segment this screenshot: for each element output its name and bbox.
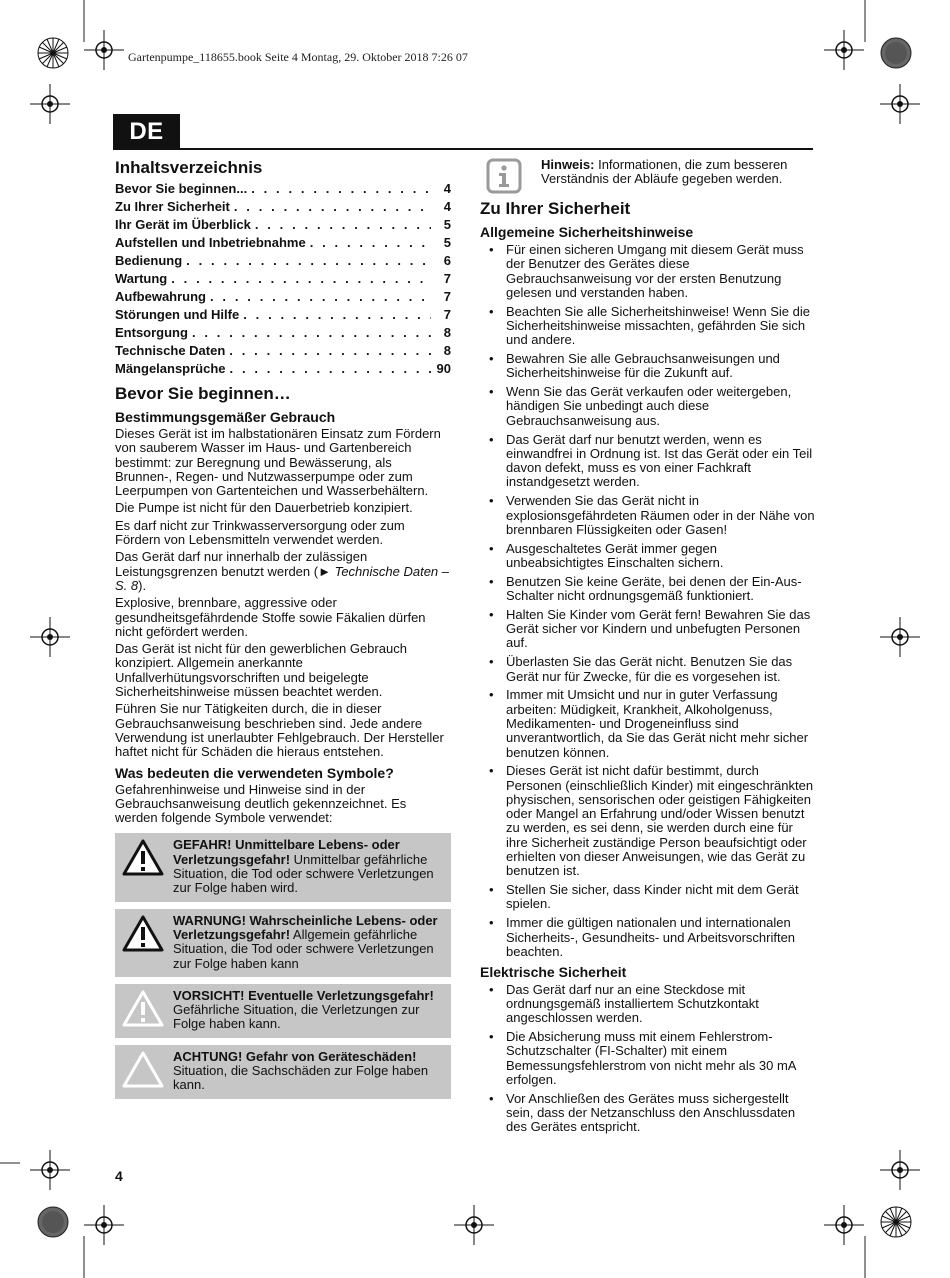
warning-text: Allgemein gefährliche Situation, die Tod oder schwere Verletzungen zur Folge haben kann	[173, 926, 434, 971]
arrow-right-icon: ►	[318, 563, 331, 579]
registration-mark-icon	[30, 1150, 70, 1190]
warning-title: WARNUNG! Wahrscheinliche Lebens- oder Verletzungsgefahr!	[173, 912, 438, 942]
warning-text: Situation, die Sachschäden zur Folge haben kann.	[173, 1062, 429, 1093]
symbols-heading: Was bedeuten die verwendeten Symbole?	[115, 764, 394, 781]
danger-box	[115, 833, 451, 901]
list-item: • Immer mit Umsicht und nur in guter Verfassung arbeiten: Müdigkeit, Krankheit, Alkoholgenuss, Medikamenten- und Drogeneinfluss sind unverantwortlich, da Sie das Gerät nicht mehr sicher benutzen können.	[480, 688, 815, 759]
toc-entry[interactable]: Zu Ihrer Sicherheit . . . 4	[115, 198, 451, 216]
registration-mark-icon	[880, 617, 920, 657]
paragraph: Gefahrenhinweise und Hinweise sind in der Gebrauchsanweisung deutlich gekennzeichnet. Es werden folgende Symbole verwendet:	[115, 781, 407, 826]
toc-entry[interactable]: Wartung . . . 7	[115, 270, 451, 288]
list-item: • Bewahren Sie alle Gebrauchsanweisungen und Sicherheitshinweise für die Zukunft auf.	[480, 352, 815, 381]
info-icon	[486, 158, 522, 194]
toc-entry[interactable]: Mängelansprüche . . . 90	[115, 360, 451, 378]
page-number: 4	[115, 1168, 123, 1184]
registration-mark-icon	[84, 30, 124, 70]
note-title: Hinweis:	[541, 157, 595, 172]
caution-box	[115, 984, 451, 1038]
warning-triangle-black-icon	[121, 914, 165, 954]
warning-text: Gefährliche Situation, die Verletzungen zur Folge haben kann.	[173, 1002, 420, 1032]
list-item: • Ausgeschaltetes Gerät immer gegen unbeabsichtigtes Einschalten sichern.	[480, 542, 815, 571]
list-item: • Halten Sie Kinder vom Gerät fern! Bewahren Sie das Gerät sicher vor Kindern und unbefugten Personen auf.	[480, 608, 815, 651]
warning-text: Unmittelbar gefährliche Situation, die Tod oder schwere Verletzungen zur Folge haben wird.	[173, 851, 434, 896]
list-item: • Wenn Sie das Gerät verkaufen oder weitergeben, händigen Sie unbedingt auch diese Gebrauchsanweisung aus.	[480, 385, 815, 428]
list-item: • Beachten Sie alle Sicherheitshinweise! Wenn Sie die Sicherheitshinweise missachten, gefährden Sie sich und andere.	[480, 305, 815, 348]
list-item: • Benutzen Sie keine Geräte, bei denen der Ein-Aus-Schalter nicht ordnungsgemäß funktioniert.	[480, 575, 815, 604]
intended-use-heading: Bestimmungsgemäßer Gebrauch	[115, 409, 336, 425]
registration-mark-icon	[84, 1205, 124, 1245]
gray-dot-mark-icon	[879, 36, 913, 70]
toc-entry[interactable]: Aufstellen und Inbetriebnahme . . . 5	[115, 234, 451, 252]
toc-entry[interactable]: Aufbewahrung . . . 7	[115, 288, 451, 306]
toc-heading: Inhaltsverzeichnis	[115, 158, 263, 177]
general-safety-list	[480, 243, 815, 959]
list-item: • Das Gerät darf nur benutzt werden, wenn es einwandfrei in Ordnung ist. Ist das Gerät oder ein Teil davon defekt, muss es von einer Fachkraft instandgesetzt werden.	[480, 433, 815, 490]
registration-mark-icon	[30, 617, 70, 657]
header-rule	[113, 148, 813, 150]
toc-entry[interactable]: Technische Daten . . . 8	[115, 342, 451, 360]
paragraph: Explosive, brennbare, aggressive oder gesundheitsgefährdende Stoffe sowie Fäkalien dürfen nicht gefördert werden.	[115, 595, 426, 639]
list-item: • Für einen sicheren Umgang mit diesem Gerät muss der Benutzer des Gerätes diese Gebrauchsanweisung vor der ersten Benutzung gelesen und verstanden haben.	[480, 243, 815, 300]
electrical-safety-heading: Elektrische Sicherheit	[480, 963, 627, 980]
table-of-contents	[115, 180, 451, 378]
starburst-mark-icon	[36, 36, 70, 70]
note-text: Informationen, die zum besseren Verständnis der Abläufe gegeben werden.	[541, 157, 788, 187]
notice-box	[115, 1045, 451, 1099]
language-tab: DE	[113, 114, 180, 150]
toc-entry[interactable]: Entsorgung . . . 8	[115, 324, 451, 342]
registration-mark-icon	[30, 84, 70, 124]
toc-entry[interactable]: Bedienung . . . 6	[115, 252, 451, 270]
cross-reference-link[interactable]: Technische Daten – S. 8	[115, 563, 450, 593]
list-item: • Dieses Gerät ist nicht dafür bestimmt, durch Personen (einschließlich Kinder) mit eingeschränkten physischen, sensorischen oder geistigen Fähigkeiten oder Mangel an Erfahrung und/oder Wissen benutzt zu werden, es sei denn, sie werden durch eine für ihre Sicherheit zuständige Person beaufsichtigt oder erhielten von dieser Anweisungen, wie das Gerät zu benutzen ist.	[480, 764, 815, 878]
registration-mark-icon	[454, 1205, 494, 1245]
electrical-safety-list	[480, 983, 815, 1135]
warning-title: ACHTUNG! Gefahr von Geräteschäden!	[173, 1048, 417, 1064]
warning-title: GEFAHR! Unmittelbare Lebens- oder Verletzungsgefahr!	[173, 837, 400, 867]
toc-entry[interactable]: Ihr Gerät im Überblick . . . 5	[115, 216, 451, 234]
paragraph: Die Pumpe ist nicht für den Dauerbetrieb konzipiert.	[115, 500, 413, 516]
list-item: • Überlasten Sie das Gerät nicht. Benutzen Sie das Gerät nur für Zwecke, für die es vorgesehen ist.	[480, 655, 815, 684]
list-item: • Die Absicherung muss mit einem Fehlerstrom-Schutzschalter (FI-Schalter) mit einem Bemessungsfehlerstrom von nicht mehr als 30 mA erfolgen.	[480, 1030, 815, 1087]
registration-mark-icon	[824, 30, 864, 70]
registration-mark-icon	[880, 1150, 920, 1190]
list-item: • Verwenden Sie das Gerät nicht in explosionsgefährdeten Räumen oder in der Nähe von brennbaren Flüssigkeiten oder Gasen!	[480, 494, 815, 537]
warning-triangle-black-icon	[121, 838, 165, 878]
list-item: • Vor Anschließen des Gerätes muss sichergestellt sein, dass der Netzanschluss den Anschlussdaten des Gerätes entspricht.	[480, 1092, 815, 1135]
toc-entry[interactable]: Störungen und Hilfe . . . 7	[115, 306, 451, 324]
paragraph: Es darf nicht zur Trinkwasserversorgung oder zum Fördern von Lebensmitteln verwendet werden.	[115, 517, 405, 548]
note-box	[480, 158, 815, 194]
registration-mark-icon	[824, 1205, 864, 1245]
section-heading-safety: Zu Ihrer Sicherheit	[480, 199, 631, 218]
list-item: • Immer die gültigen nationalen und internationalen Sicherheits-, Gesundheits- und Arbeitsvorschriften beachten.	[480, 916, 815, 959]
list-item: • Das Gerät darf nur an eine Steckdose mit ordnungsgemäß installiertem Schutzkontakt angeschlossen werden.	[480, 983, 815, 1026]
list-item: • Stellen Sie sicher, dass Kinder nicht mit dem Gerät spielen.	[480, 883, 815, 912]
registration-mark-icon	[880, 84, 920, 124]
left-column	[115, 158, 451, 1106]
warning-title: VORSICHT! Eventuelle Verletzungsgefahr!	[173, 987, 434, 1003]
paragraph: Das Gerät ist nicht für den gewerblichen Gebrauch konzipiert. Allgemein anerkannte Unfallverhütungsvorschriften und beigelegte Sicherheitshinweise müssen beachtet werden.	[115, 641, 407, 700]
print-info: Gartenpumpe_118655.book Seite 4 Montag, 29. Oktober 2018 7:26 07	[128, 50, 468, 64]
paragraph: Führen Sie nur Tätigkeiten durch, die in dieser Gebrauchsanweisung beschrieben sind. Jede andere Verwendung ist unerlaubter Fehlgebrauch. Der Hersteller haftet nicht für Schäden die hieraus entstehen.	[115, 701, 444, 760]
warning-box	[115, 909, 451, 977]
warning-triangle-outline-icon	[121, 1050, 165, 1090]
section-heading-before: Bevor Sie beginnen…	[115, 384, 291, 403]
general-safety-heading: Allgemeine Sicherheitshinweise	[480, 224, 694, 240]
paragraph-with-reference: Das Gerät darf nur innerhalb der zulässigen Leistungsgrenzen benutzt werden (► Technische Daten – S. 8).	[115, 549, 450, 593]
warning-triangle-white-icon	[121, 989, 165, 1029]
gray-dot-mark-icon	[36, 1205, 70, 1239]
right-column	[480, 158, 815, 1139]
paragraph: Dieses Gerät ist im halbstationären Einsatz zum Fördern von sauberem Wasser im Haus- und Gartenbereich bestimmt: zur Beregnung und Bewässerung, als Brunnen-, Regen- und Nutzwasserpumpe oder zum Leerpumpen von Gartenteichen und Wasserbehältern.	[115, 426, 441, 499]
starburst-mark-icon	[879, 1205, 913, 1239]
toc-entry[interactable]: Bevor Sie beginnen... . . . 4	[115, 180, 451, 198]
